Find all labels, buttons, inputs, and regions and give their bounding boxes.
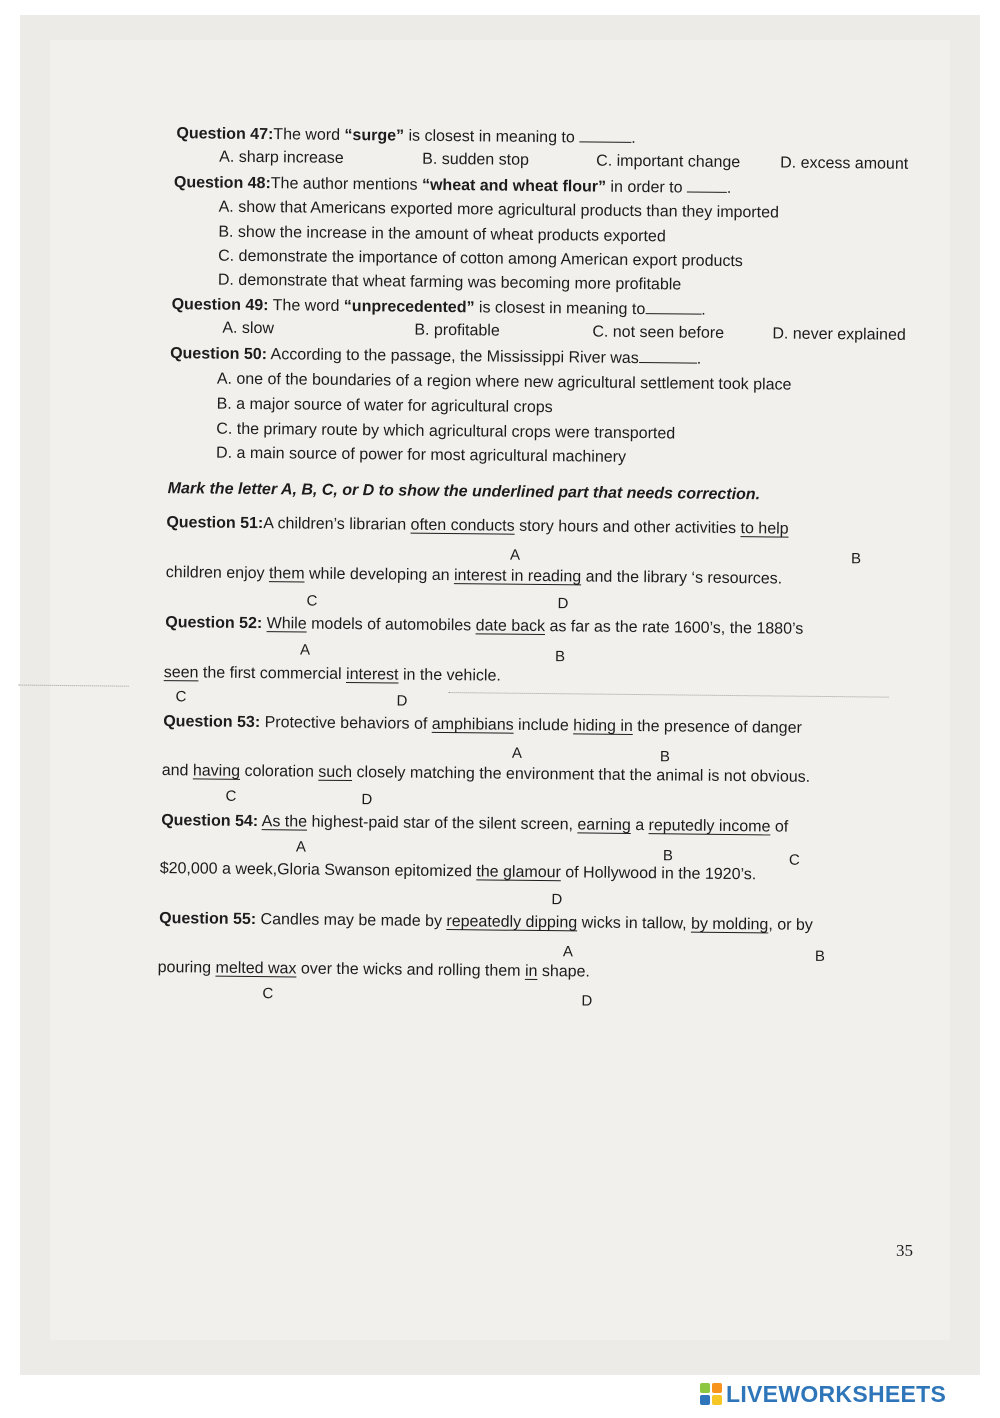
answer-blank[interactable] (579, 127, 631, 143)
logo-square-yellow (712, 1395, 722, 1405)
underlined-part-b[interactable]: by molding (690, 915, 769, 934)
logo-square-orange (712, 1383, 722, 1393)
option-a[interactable]: A. slow (222, 319, 275, 338)
liveworksheets-logo[interactable] (700, 1380, 946, 1408)
question-label: Question 48: (173, 174, 271, 193)
option-d[interactable]: D. demonstrate that wheat farming was becoming more profitable (217, 271, 682, 294)
underlined-part-c[interactable]: melted wax (215, 959, 297, 978)
letter-d: D (551, 891, 563, 909)
answer-blank[interactable] (639, 348, 697, 364)
scan-artifact-line (449, 692, 889, 698)
question-55-line-2: pouring melted wax over the wicks and rolling them in shape. (157, 959, 591, 981)
page-number: 35 (896, 1241, 913, 1260)
underlined-part-d[interactable]: the glamour (476, 863, 561, 882)
underlined-part-c[interactable]: reputedly income (648, 817, 771, 836)
letter-a: A (562, 943, 574, 961)
logo-square-green (700, 1383, 710, 1393)
question-54: Question 54: As the highest-paid star of the silent screen, earning a reputedly income of (161, 812, 789, 836)
question-label: Question 49: (171, 296, 269, 315)
underlined-part-c[interactable]: them (268, 565, 305, 583)
question-51: Question 51:A children’s librarian often conducts story hours and other activities to help (166, 514, 789, 538)
underlined-part-b[interactable]: hiding in (573, 717, 633, 735)
underlined-part-a[interactable]: often conducts (410, 516, 515, 535)
letter-d: D (361, 791, 373, 809)
question-label: Question 55: (159, 910, 257, 929)
question-47: Question 47:The word “surge” is closest in meaning to . (176, 125, 636, 147)
keyword: “surge” (344, 126, 405, 145)
underlined-part-c[interactable]: having (192, 762, 241, 780)
logo-square-blue (700, 1395, 710, 1405)
underlined-part-a[interactable]: repeatedly dipping (446, 913, 578, 932)
question-49: Question 49: The word “unprecedented” is closest in meaning to . (171, 296, 706, 319)
question-48: Question 48:The author mentions “wheat and wheat flour” in order to . (173, 174, 732, 197)
option-a[interactable]: A. show that Americans exported more agricultural products than they imported (218, 198, 780, 222)
option-a[interactable]: A. sharp increase (219, 148, 344, 167)
letter-c: C (175, 688, 187, 706)
question-53: Question 53: Protective behaviors of amphibians include hiding in the presence of danger (163, 713, 802, 737)
underlined-part-a[interactable]: While (266, 615, 307, 633)
letter-b: B (814, 947, 825, 966)
keyword: “unprecedented” (343, 297, 475, 317)
letter-c: C (788, 851, 800, 869)
letter-c: C (262, 985, 274, 1003)
option-c[interactable]: C. not seen before (592, 323, 725, 342)
option-d[interactable]: D. never explained (772, 325, 906, 344)
letter-a: A (509, 546, 521, 564)
question-54-line-2: $20,000 a week,Gloria Swanson epitomized the glamour of Hollywood in the 1920’s. (159, 860, 757, 884)
underlined-part-d[interactable]: interest in reading (453, 567, 582, 586)
option-c[interactable]: C. the primary route by which agricultural crops were transported (216, 420, 676, 443)
letter-a: A (511, 744, 523, 762)
underlined-part-b[interactable]: to help (740, 520, 789, 538)
letter-b: B (554, 648, 566, 666)
underlined-part-b[interactable]: earning (577, 816, 631, 834)
option-a[interactable]: A. one of the boundaries of a region where new agricultural settlement took place (216, 370, 792, 394)
question-label: Question 54: (161, 812, 259, 831)
underlined-part-a[interactable]: amphibians (431, 715, 514, 734)
question-53-line-2: and having coloration such closely matching the environment that the animal is not obvious. (161, 762, 811, 786)
answer-blank[interactable] (687, 178, 727, 193)
underlined-part-d[interactable]: in (524, 962, 538, 980)
keyword: “wheat and wheat flour” (421, 176, 607, 196)
underlined-part-a[interactable]: As the (261, 813, 308, 831)
letter-d: D (557, 595, 569, 613)
section-instruction: Mark the letter A, B, C, or D to show the underlined part that needs correction. (167, 480, 761, 504)
question-51-line-2: children enjoy them while developing an interest in reading and the library ‘s resources. (165, 564, 783, 588)
option-b[interactable]: B. a major source of water for agricultural crops (216, 395, 553, 417)
letter-a: A (295, 838, 307, 856)
brand-name: LIVEWORKSHEETS (726, 1380, 947, 1407)
letter-c: C (306, 592, 318, 610)
option-c[interactable]: C. important change (596, 152, 741, 172)
letter-c: C (225, 787, 237, 805)
scan-artifact-line (19, 685, 129, 687)
question-label: Question 52: (165, 614, 263, 633)
question-50: Question 50: According to the passage, the Mississippi River was . (170, 345, 702, 368)
underlined-part-b[interactable]: date back (475, 617, 546, 636)
option-b[interactable]: B. show the increase in the amount of wheat products exported (218, 223, 666, 246)
letter-d: D (581, 992, 593, 1010)
question-55: Question 55: Candles may be made by repeatedly dipping wicks in tallow, by molding, or by (159, 910, 813, 934)
option-b[interactable]: B. sudden stop (422, 150, 530, 169)
letter-b: B (659, 748, 671, 766)
question-label: Question 47: (176, 125, 274, 144)
underlined-part-d[interactable]: such (318, 763, 353, 782)
logo-grid-icon (700, 1383, 722, 1405)
option-d[interactable]: D. a main source of power for most agricultural machinery (216, 444, 627, 466)
option-b[interactable]: B. profitable (414, 321, 500, 340)
option-d[interactable]: D. excess amount (780, 154, 909, 173)
letter-a: A (299, 641, 311, 659)
option-c[interactable]: C. demonstrate the importance of cotton among American export products (218, 247, 743, 271)
underlined-part-d[interactable]: interest (345, 665, 399, 684)
question-label: Question 51: (166, 514, 264, 533)
question-52-line-2: seen the first commercial interest in the vehicle. (163, 664, 501, 685)
underlined-part-c[interactable]: seen (163, 664, 199, 682)
answer-blank[interactable] (645, 299, 701, 315)
question-52: Question 52: While models of automobiles date back as far as the rate 1600’s, the 1880’s (165, 614, 804, 638)
letter-b: B (662, 847, 674, 865)
letter-d: D (396, 692, 408, 710)
question-label: Question 53: (163, 713, 261, 732)
letter-b: B (850, 550, 862, 568)
question-label: Question 50: (170, 345, 268, 364)
